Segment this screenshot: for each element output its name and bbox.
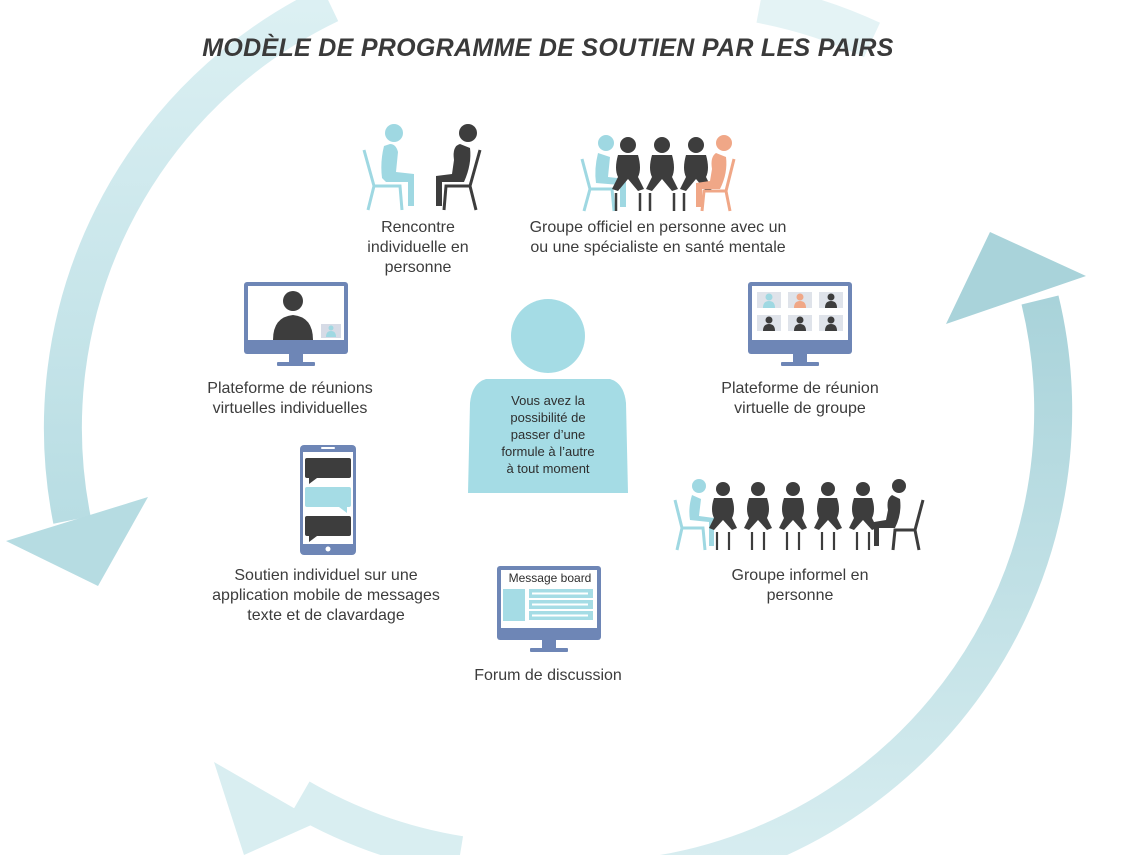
- video-call-monitor-icon: [243, 281, 349, 369]
- caption-virtual-individual: Plateforme de réunions virtuelles individuelles: [207, 380, 373, 417]
- caption-formal-group: Groupe officiel en personne avec un ou une spécialiste en santé mentale: [529, 219, 787, 256]
- diagram-title: MODÈLE DE PROGRAMME DE SOUTIEN PAR LES PAIRS: [202, 34, 894, 62]
- seated-row-icon: [671, 478, 927, 552]
- caption-virtual-group: Plateforme de réunion virtuelle de groupe: [721, 380, 879, 417]
- caption-mobile-app: Soutien individuel sur une application mobile de messages texte et de clavardage: [212, 567, 440, 624]
- group-video-monitor-icon: [747, 281, 853, 369]
- caption-informal-group: Groupe informel en personne: [731, 567, 869, 604]
- phone-chat-icon: [299, 444, 357, 556]
- caption-one-on-one: Rencontre individuelle en personne: [367, 219, 469, 276]
- arrow-arc-bottom: [300, 798, 460, 855]
- seated-group-icon: [576, 133, 736, 213]
- center-message: Vous avez la possibilité de passer d’une formule à l’autre à tout moment: [501, 393, 595, 476]
- message-board-label: Message board: [508, 571, 592, 585]
- caption-forum: Forum de discussion: [474, 667, 622, 684]
- two-seated-people-icon: [356, 122, 486, 214]
- arrow-head-right: [946, 232, 1086, 324]
- arrow-arc-left: [63, 4, 330, 520]
